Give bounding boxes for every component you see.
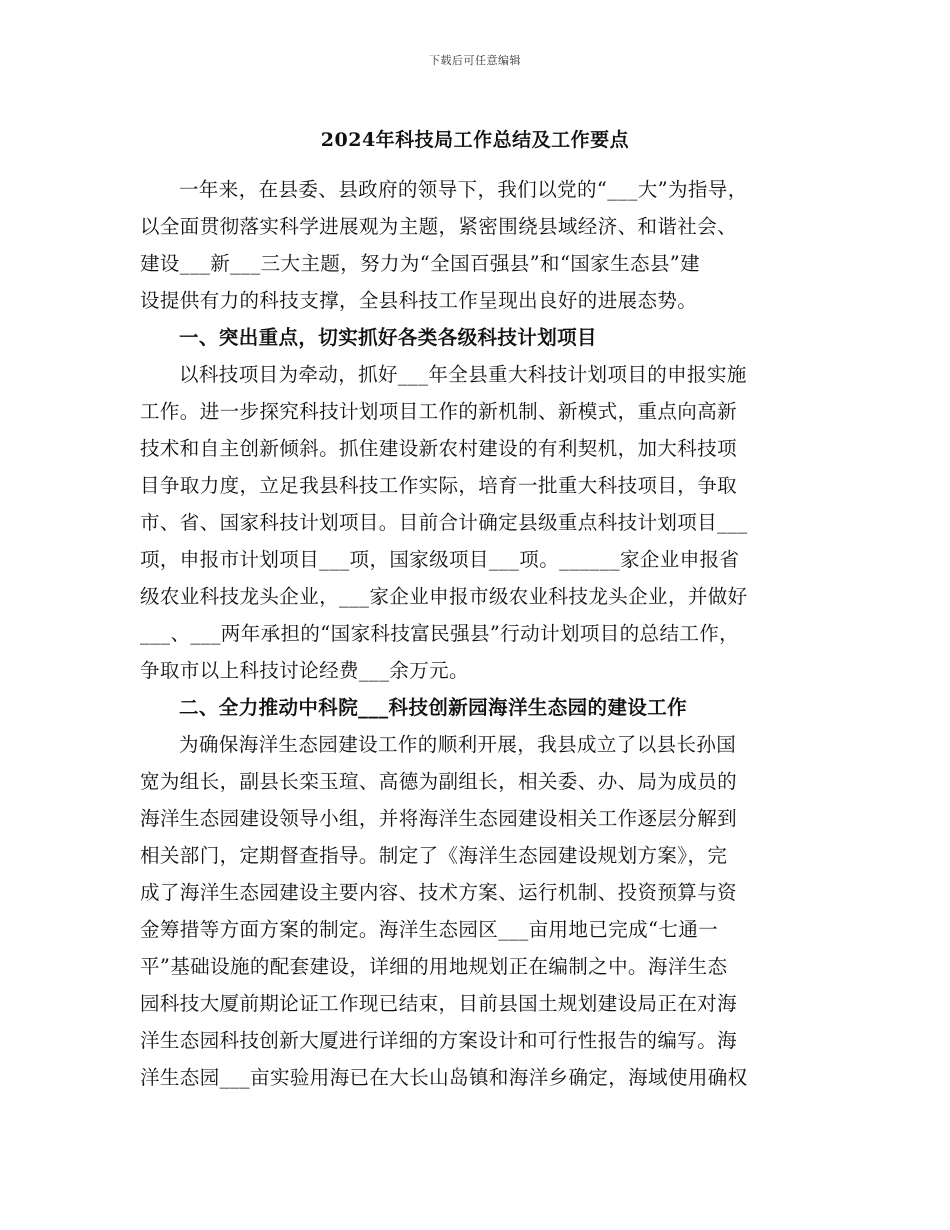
section-1-heading: 一、突出重点，切实抓好各类各级科技计划项目 [179,326,597,349]
section-1-line: ___、___两年承担的“国家科技富民强县”行动计划项目的总结工作， [140,622,740,645]
section-2-line: 宽为组长，副县长栾玉瑄、高德为副组长，相关委、办、局为成员的 [140,770,738,793]
section-2-line: 园科技大厦前期论证工作现已结束，目前县国土规划建设局正在对海 [140,992,738,1015]
section-2-line: 海洋生态园建设领导小组，并将海洋生态园建设相关工作逐层分解到 [140,807,738,830]
section-2-line: 平”基础设施的配套建设，详细的用地规划正在编制之中。海洋生态 [140,955,728,978]
section-2-heading: 二、全力推动中科院___科技创新园海洋生态园的建设工作 [179,696,688,719]
intro-line: 以全面贯彻落实科学进展观为主题，紧密围绕县域经济、和谐社会、 [140,215,738,238]
intro-line: 建设___新___三大主题，努力为“全国百强县”和“国家生态县”建 [140,252,701,275]
document-title: 2024年科技局工作总结及工作要点 [320,129,630,151]
section-1-line: 级农业科技龙头企业，___家企业申报市级农业科技龙头企业，并做好 [140,585,748,608]
document-body [140,171,812,1096]
section-2-line: 相关部门，定期督查指导。制定了《海洋生态园建设规划方案》，完 [140,844,728,867]
section-2-line: 金筹措等方面方案的制定。海洋生态园区___亩用地已完成“七通一 [140,918,719,941]
intro-line: 设提供有力的科技支撑，全县科技工作呈现出良好的进展态势。 [140,289,698,312]
section-1-line: 技术和自主创新倾斜。抓住建设新农村建设的有利契机，加大科技项 [140,437,738,460]
section-1-line: 工作。进一步探究科技计划项目工作的新机制、新模式，重点向高新 [140,400,738,423]
section-1-line: 争取市以上科技讨论经费___余万元。 [140,659,469,682]
section-2-paragraph [140,726,812,1096]
section-1-line: 以科技项目为牵动，抓好___年全县重大科技计划项目的申报实施 [179,363,747,386]
intro-line: 一年来，在县委、县政府的领导下，我们以党的“___大”为指导， [179,178,748,201]
intro-paragraph [140,171,812,319]
section-1-line: 市、省、国家科技计划项目。目前合计确定县级重点科技计划项目___ [140,511,748,534]
section-1-paragraph [140,356,812,689]
section-1-line: 目争取力度，立足我县科技工作实际，培育一批重大科技项目，争取 [140,474,738,497]
section-2-line: 成了海洋生态园建设主要内容、技术方案、运行机制、投资预算与资 [140,881,738,904]
section-2-line: 洋生态园___亩实验用海已在大长山岛镇和海洋乡确定，海域使用确权 [140,1066,748,1089]
section-1-line: 项，申报市计划项目___项，国家级项目___项。______家企业申报省 [140,548,740,571]
section-2-line: 洋生态园科技创新大厦进行详细的方案设计和可行性报告的编写。海 [140,1029,738,1052]
section-2-line: 为确保海洋生态园建设工作的顺利开展，我县成立了以县长孙国 [179,733,737,756]
page-header-note: 下载后可任意编辑 [429,54,521,67]
